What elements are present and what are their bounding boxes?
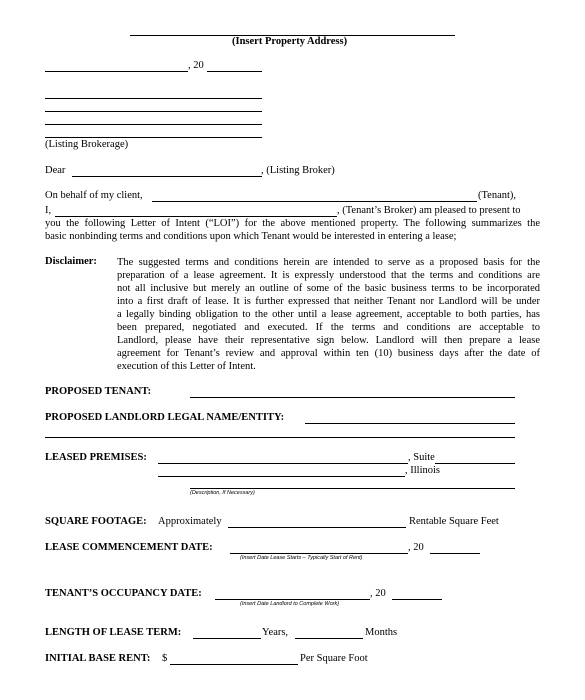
disclaimer-line: The suggested terms and conditions herein are intended to serve as a proposed basis for the (117, 257, 540, 268)
disclaimer-line: been prepared, negotiated and executed. If the terms and conditions are acceptable to (117, 322, 540, 333)
lease-term-label: LENGTH OF LEASE TERM: (45, 627, 182, 638)
months-label: Months (365, 627, 398, 638)
listing-brokerage-label: (Listing Brokerage) (45, 139, 129, 150)
date-year-prefix: , 20 (188, 60, 204, 71)
occupancy-date-label: TENANT’S OCCUPANCY DATE: (45, 588, 202, 599)
lease-term-months-line[interactable] (295, 638, 363, 639)
intro-line4: basic nonbinding terms and conditions upon which Tenant would be interested in entering a lease; (45, 231, 457, 242)
brokerage-line-4[interactable] (45, 137, 262, 138)
proposed-tenant-label: PROPOSED TENANT: (45, 386, 152, 397)
lease-commencement-year-line[interactable] (430, 553, 480, 554)
lease-commencement-year-prefix: , 20 (408, 542, 424, 553)
landlord-name-label: PROPOSED LANDLORD LEGAL NAME/ENTITY: (45, 412, 285, 423)
disclaimer-line: Landlord, please have their representative sign below. Landlord will then prepare a lease (117, 335, 540, 346)
per-square-foot-label: Per Square Foot (300, 653, 368, 664)
suite-number-line[interactable] (435, 463, 515, 464)
illinois-label: , Illinois (405, 465, 441, 476)
intro-line1-suffix: (Tenant), (478, 190, 517, 201)
landlord-name-line-1[interactable] (305, 423, 515, 424)
square-footage-label: SQUARE FOOTAGE: (45, 516, 147, 527)
lease-start-note: (Insert Date Lease Starts – Typically Start of Rent) (240, 555, 363, 561)
disclaimer-line: agreement for Tenant’s review and approval within ten (10) business days after the date of (117, 348, 540, 359)
intro-line1-prefix: On behalf of my client, (45, 190, 143, 201)
brokerage-line-3[interactable] (45, 124, 262, 125)
premises-description-line[interactable] (190, 488, 515, 489)
tenant-name-line[interactable] (152, 201, 477, 202)
disclaimer-line: a legally binding obligation to the other until a lease agreement, acceptable to both parties, has (117, 309, 540, 320)
leased-premises-label: LEASED PREMISES: (45, 452, 147, 463)
intro-body (45, 217, 540, 243)
dear-label: Dear (45, 165, 66, 176)
occupancy-date-line[interactable] (215, 599, 370, 600)
disclaimer-line: execution of this Letter of Intent. (117, 361, 256, 372)
approximately-label: Approximately (158, 516, 222, 527)
occupancy-year-prefix: , 20 (370, 588, 386, 599)
years-label: Years, (262, 627, 289, 638)
occupancy-note: (Insert Date Landlord to Complete Work) (240, 601, 340, 607)
disclaimer-label: Disclaimer: (45, 256, 97, 267)
suite-label: , Suite (408, 452, 435, 463)
premises-street-line[interactable] (158, 463, 408, 464)
disclaimer-body (117, 256, 540, 373)
brokerage-line-2[interactable] (45, 111, 262, 112)
date-year-line[interactable] (207, 71, 262, 72)
brokerage-line-1[interactable] (45, 98, 262, 99)
occupancy-year-line[interactable] (392, 599, 442, 600)
description-note: (Description, If Necessary) (190, 490, 255, 496)
landlord-name-line-2[interactable] (45, 437, 515, 438)
listing-broker-name-line[interactable] (72, 176, 262, 177)
property-address-label: (Insert Property Address) (232, 36, 348, 47)
intro-line2-suffix: , (Tenant’s Broker) am pleased to present to (337, 205, 521, 216)
initial-base-rent-line[interactable] (170, 664, 298, 665)
square-footage-line[interactable] (228, 527, 406, 528)
intro-line2-prefix: I, (45, 205, 52, 216)
date-month-line[interactable] (45, 71, 188, 72)
initial-base-rent-label: INITIAL BASE RENT: (45, 653, 151, 664)
lease-term-years-line[interactable] (193, 638, 261, 639)
listing-broker-label: , (Listing Broker) (261, 165, 335, 176)
lease-commencement-line[interactable] (230, 553, 408, 554)
disclaimer-line: not all inclusive but merely an outline of some of the basic business terms to be incorporated (117, 283, 540, 294)
dollar-sign: $ (162, 653, 168, 664)
proposed-tenant-line[interactable] (190, 397, 515, 398)
disclaimer-line: preparation of a lease agreement. It is expressly understood that the terms and conditions are (117, 270, 540, 281)
intro-line3: you the following Letter of Intent (“LOI”) for the above mentioned property. The following summarizes the (45, 218, 540, 229)
rentable-sqft-label: Rentable Square Feet (409, 516, 499, 527)
disclaimer-line: into a first draft of lease. It is further expressed that neither Tenant nor Landlord will be under (117, 296, 540, 307)
lease-commencement-label: LEASE COMMENCEMENT DATE: (45, 542, 213, 553)
premises-city-line[interactable] (158, 476, 405, 477)
